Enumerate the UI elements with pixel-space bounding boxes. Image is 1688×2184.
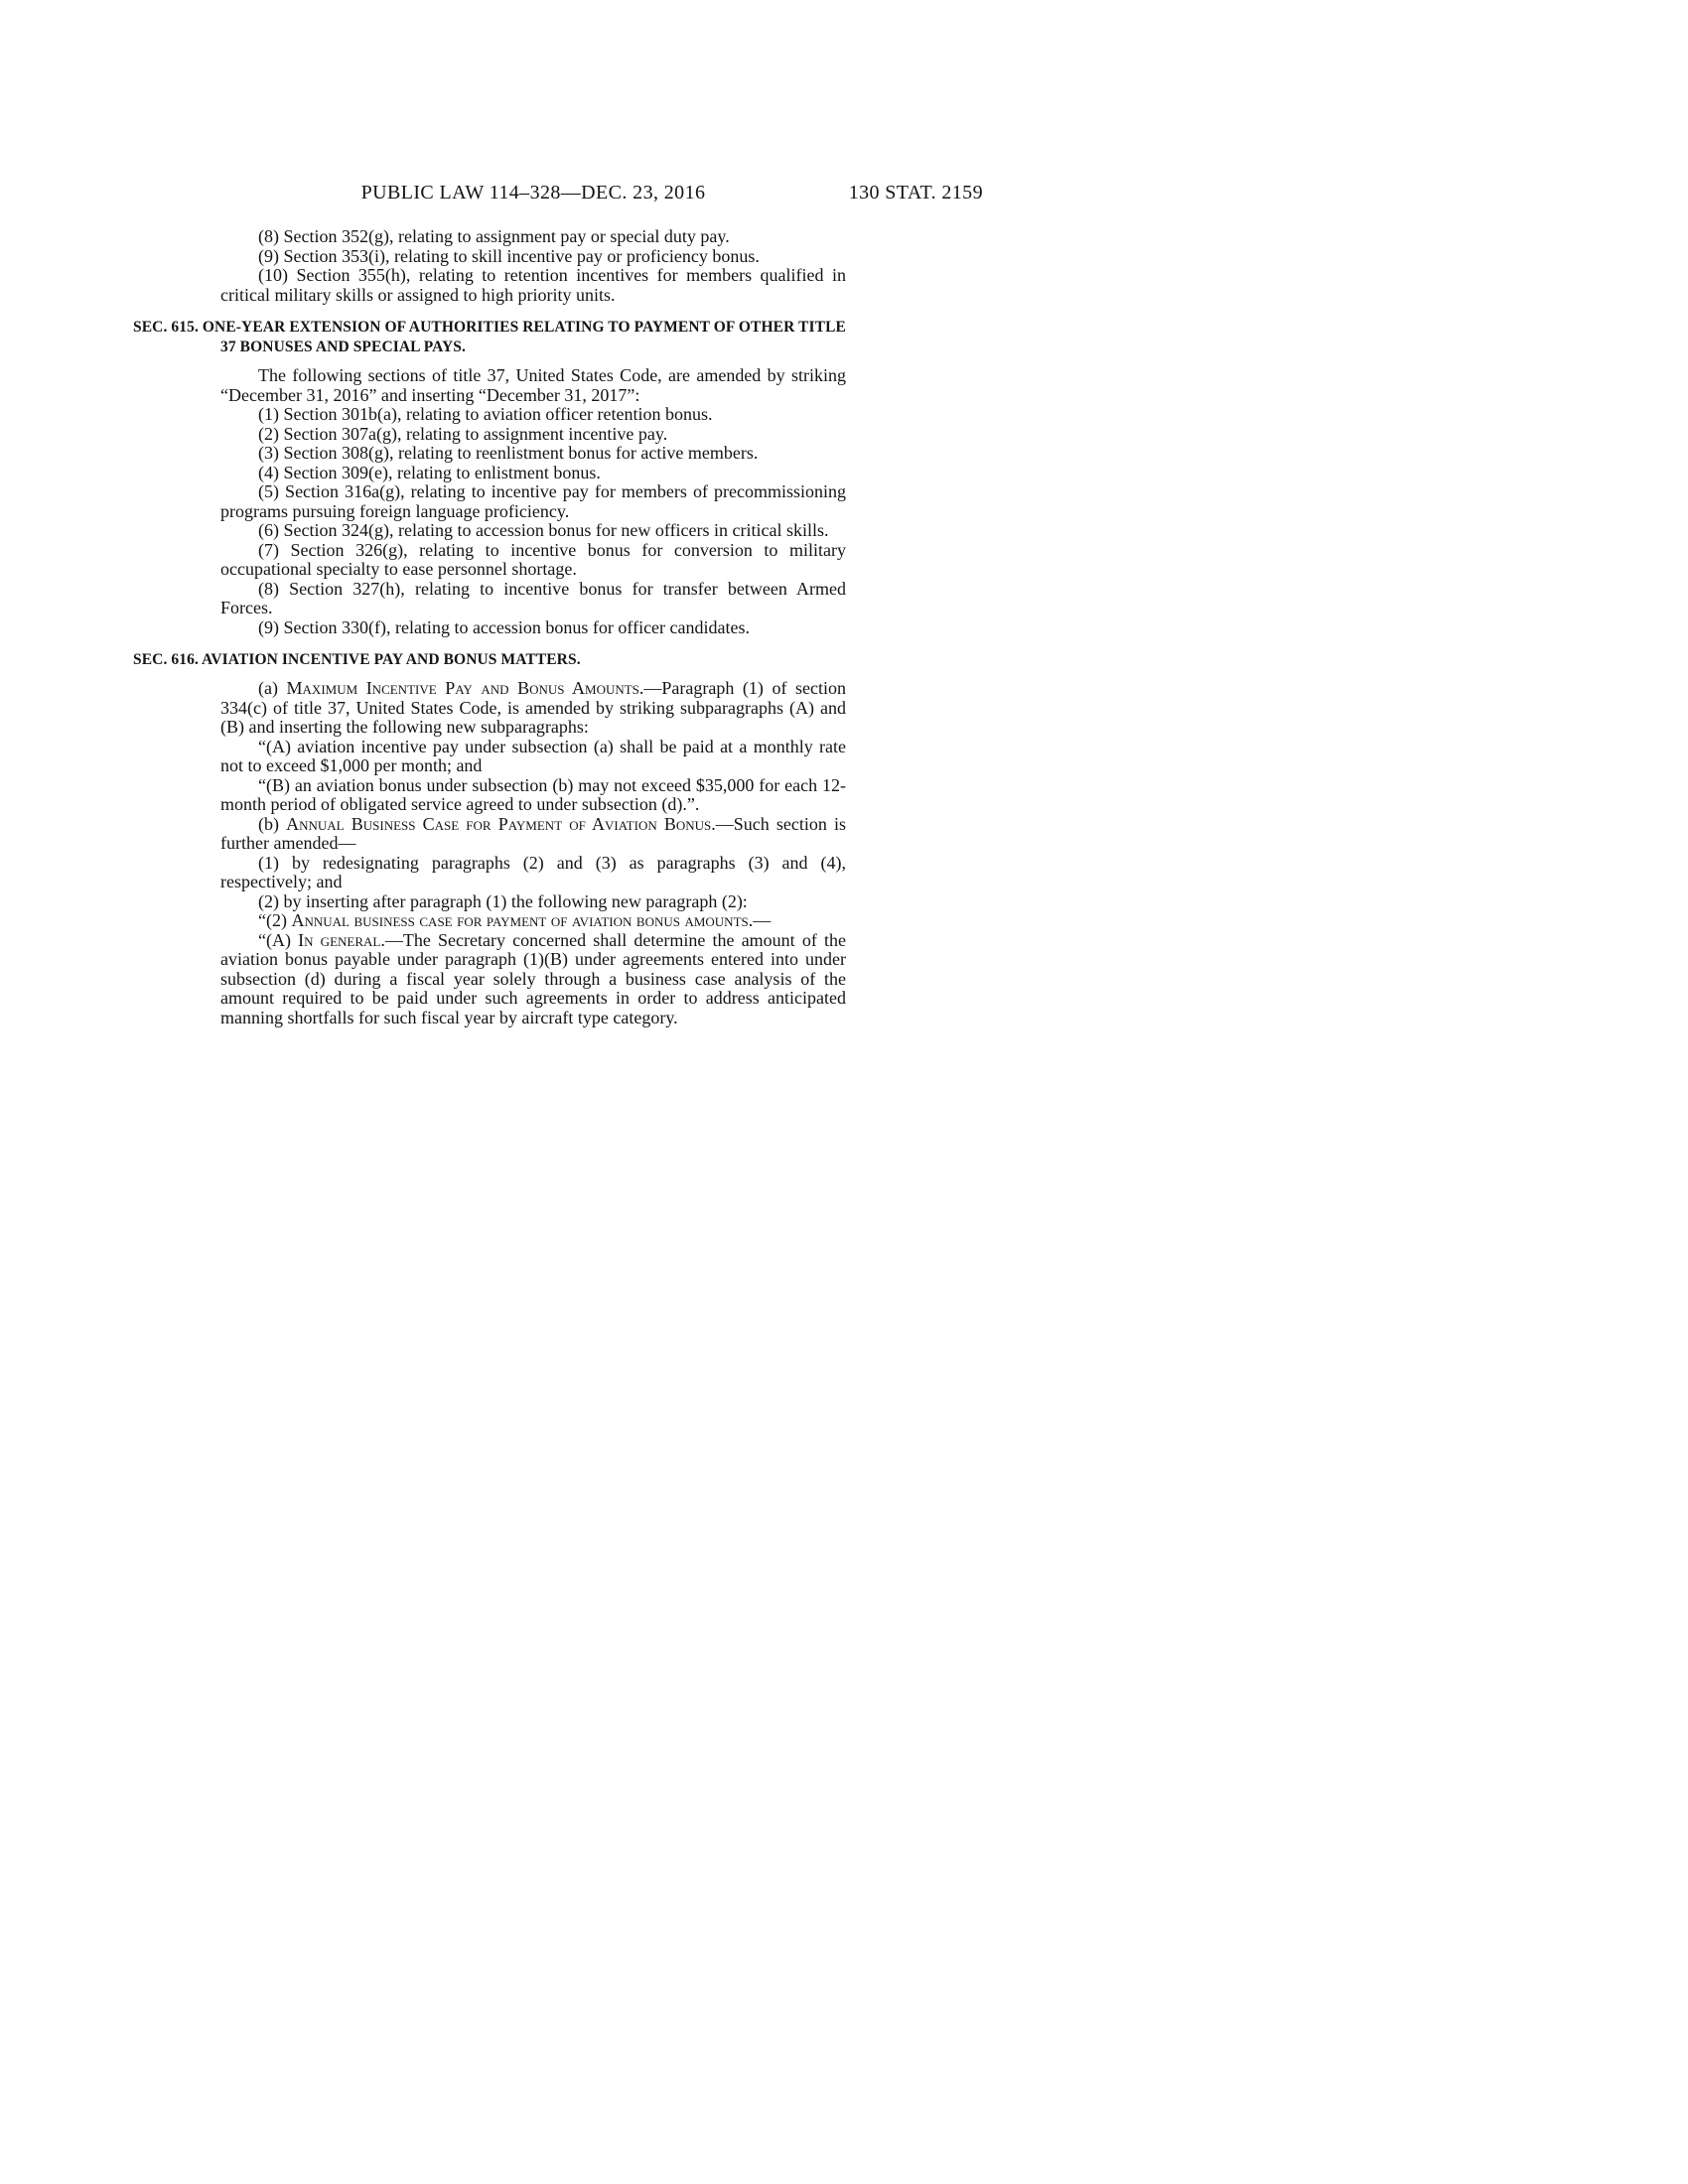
subsection-b-catchline: Annual Business Case for Payment of Aviation Bonus — [286, 813, 712, 834]
subsection-a-label: (a) — [258, 678, 287, 698]
law-title: PUBLIC LAW 114–328—DEC. 23, 2016 — [360, 182, 706, 204]
sec-615-item-3: (3) Section 308(g), relating to reenlistment bonus for active members. — [258, 443, 759, 463]
subsection-b-text: .—Such section is further amended— — [220, 813, 846, 853]
sec-615-item-7: (7) Section 326(g), relating to incentive bonus for conversion to military occupational specialty to ease personnel shortage. — [220, 539, 846, 579]
quoted-paragraph-2-label: “(2) — [258, 910, 292, 930]
para-section-355h: (10) Section 355(h), relating to retention incentives for members qualified in critical military skills or assigned to high priority units. — [220, 265, 846, 305]
sec-615-heading: SEC. 615. ONE-YEAR EXTENSION OF AUTHORITIES RELATING TO PAYMENT OF OTHER TITLE 37 BONUSES AND SPECIAL PAYS. — [133, 319, 846, 355]
sec-616-subsection-b — [220, 815, 846, 854]
sec-616-heading: SEC. 616. AVIATION INCENTIVE PAY AND BONUS MATTERS. — [133, 651, 581, 668]
quoted-paragraph-2-subA — [220, 931, 846, 1028]
quoted-paragraph-2-catchline: Annual business case for payment of aviation bonus amounts — [291, 910, 749, 930]
quoted-paragraph-2 — [220, 911, 846, 931]
para-section-353i: (9) Section 353(i), relating to skill incentive pay or proficiency bonus. — [258, 245, 760, 266]
sec-615-item-8: (8) Section 327(h), relating to incentive bonus for transfer between Armed Forces. — [220, 578, 846, 617]
quoted-subA-catchline: In general — [298, 929, 381, 950]
para-section-352g: (8) Section 352(g), relating to assignment pay or special duty pay. — [258, 226, 730, 246]
subsection-a-catchline: Maximum Incentive Pay and Bonus Amounts — [286, 678, 639, 698]
sec-615-intro: The following sections of title 37, United States Code, are amended by striking “December 31, 2016” and inserting “December 31, 2017”: — [220, 365, 846, 405]
sec-615-item-5: (5) Section 316a(g), relating to incentive pay for members of precommissioning programs pursuing foreign language proficiency. — [220, 481, 846, 521]
sec-615-item-9: (9) Section 330(f), relating to accession bonus for officer candidates. — [258, 616, 750, 637]
running-header — [220, 182, 983, 207]
subsection-a-text: .—Paragraph (1) of section 334(c) of title 37, United States Code, is amended by striking subparagraphs (A) and (B) and inserting the following new subparagraphs: — [220, 678, 846, 737]
sec-615-item-6: (6) Section 324(g), relating to accession bonus for new officers in critical skills. — [258, 520, 829, 540]
quoted-subparagraph-A: “(A) aviation incentive pay under subsection (a) shall be paid at a monthly rate not to exceed $1,000 per month; and — [220, 736, 846, 775]
quoted-paragraph-2-dash: .— — [748, 910, 772, 930]
sec-615-item-2: (2) Section 307a(g), relating to assignment incentive pay. — [258, 423, 668, 444]
sec-616-subsection-a — [220, 679, 846, 738]
sec-616-b-item-1: (1) by redesignating paragraphs (2) and (3) as paragraphs (3) and (4), respectively; and — [220, 852, 846, 891]
subsection-b-label: (b) — [258, 813, 287, 834]
quoted-subparagraph-B: “(B) an aviation bonus under subsection (b) may not exceed $35,000 for each 12-month period of obligated service agreed to under subsection (d).”. — [220, 774, 846, 814]
quoted-subA-label: “(A) — [258, 929, 299, 950]
stat-page-number: 130 STAT. 2159 — [848, 182, 983, 204]
sec-616-b-item-2: (2) by inserting after paragraph (1) the following new paragraph (2): — [258, 890, 748, 911]
sec-615-item-4: (4) Section 309(e), relating to enlistment bonus. — [258, 462, 601, 482]
quoted-subA-text: .—The Secretary concerned shall determine the amount of the aviation bonus payable under paragraph (1)(B) under agreements entered into under subsection (d) during a fiscal year solely through a business case analysis of the amount required to be paid under such agreements in order to address anticipated manning shortfalls for such fiscal year by aircraft type category. — [220, 929, 846, 1027]
sec-615-item-1: (1) Section 301b(a), relating to aviation officer retention bonus. — [258, 404, 713, 424]
statute-text — [133, 226, 846, 1027]
